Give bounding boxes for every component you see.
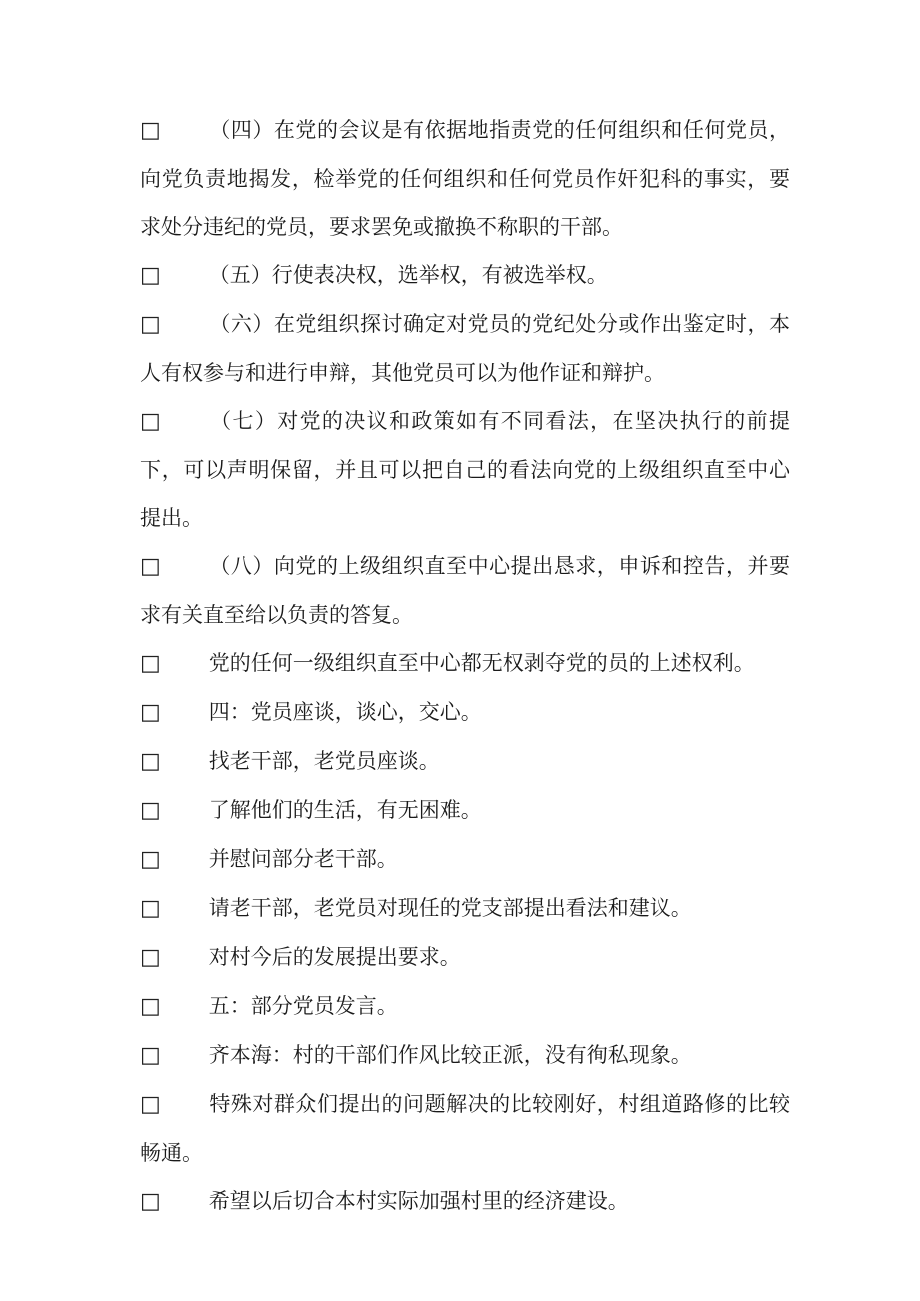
paragraph: [140, 884, 790, 933]
checkbox-icon: □: [140, 1092, 161, 1117]
checkbox-icon: □: [140, 700, 161, 725]
checkbox-icon: □: [140, 1043, 161, 1068]
paragraph-text: 党的任何一级组织直至中心都无权剥夺党的员的上述权利。: [208, 651, 755, 675]
checkbox-icon: □: [140, 798, 161, 823]
checkbox-icon: □: [140, 749, 161, 774]
checkbox-icon: □: [140, 263, 161, 288]
paragraph: [140, 1080, 790, 1177]
paragraph-text: （四）在党的会议是有依据地指责党的任何组织和任何党员，向党负责地揭发，检举党的任何组织和任何党员作奸犯科的事实，要求处分违纪的党员，要求罢免或撤换不称职的干部。: [140, 118, 790, 239]
paragraph: [140, 982, 790, 1031]
paragraph-text: 齐本海：村的干部们作风比较正派，没有徇私现象。: [208, 1043, 692, 1067]
paragraph: [140, 106, 790, 251]
paragraph-text: （八）向党的上级组织直至中心提出恳求，申诉和控告，并要求有关直至给以负责的答复。: [140, 554, 790, 627]
paragraph-text: 找老干部，老党员座谈。: [208, 749, 440, 773]
checkbox-icon: □: [140, 312, 161, 337]
paragraph-text: 希望以后切合本村实际加强村里的经济建设。: [208, 1189, 629, 1213]
paragraph-text: 并慰问部分老干部。: [208, 847, 398, 871]
checkbox-icon: □: [140, 554, 161, 579]
paragraph-text: 四：党员座谈，谈心，交心。: [208, 700, 482, 724]
paragraph-text: 对村今后的发展提出要求。: [208, 945, 461, 969]
paragraph: [140, 397, 790, 542]
paragraph-text: 特殊对群众们提出的问题解决的比较刚好，村组道路修的比较畅通。: [140, 1092, 790, 1165]
paragraph: [140, 737, 790, 786]
paragraph-text: 请老干部，老党员对现任的党支部提出看法和建议。: [208, 896, 692, 920]
checkbox-icon: □: [140, 994, 161, 1019]
checkbox-icon: □: [140, 651, 161, 676]
checkbox-icon: □: [140, 409, 161, 434]
paragraph: [140, 251, 790, 300]
paragraph-text: （五）行使表决权，选举权，有被选举权。: [208, 263, 608, 287]
paragraph: [140, 300, 790, 397]
checkbox-icon: □: [140, 896, 161, 921]
paragraph: [140, 835, 790, 884]
checkbox-icon: □: [140, 118, 161, 143]
paragraph: [140, 1031, 790, 1080]
paragraph: [140, 933, 790, 982]
paragraph-text: 了解他们的生活，有无困难。: [208, 798, 482, 822]
paragraph-text: （六）在党组织探讨确定对党员的党纪处分或作出鉴定时，本人有权参与和进行申辩，其他党员可以为他作证和辩护。: [140, 312, 790, 385]
checkbox-icon: □: [140, 847, 161, 872]
paragraph: [140, 542, 790, 639]
paragraph-text: 五：部分党员发言。: [208, 994, 398, 1018]
paragraph: [140, 639, 790, 688]
checkbox-icon: □: [140, 945, 161, 970]
checkbox-icon: □: [140, 1189, 161, 1214]
paragraph-text: （七）对党的决议和政策如有不同看法，在坚决执行的前提下，可以声明保留，并且可以把自己的看法向党的上级组织直至中心提出。: [140, 409, 790, 530]
paragraph: [140, 1177, 790, 1226]
paragraph: [140, 786, 790, 835]
paragraph: [140, 688, 790, 737]
